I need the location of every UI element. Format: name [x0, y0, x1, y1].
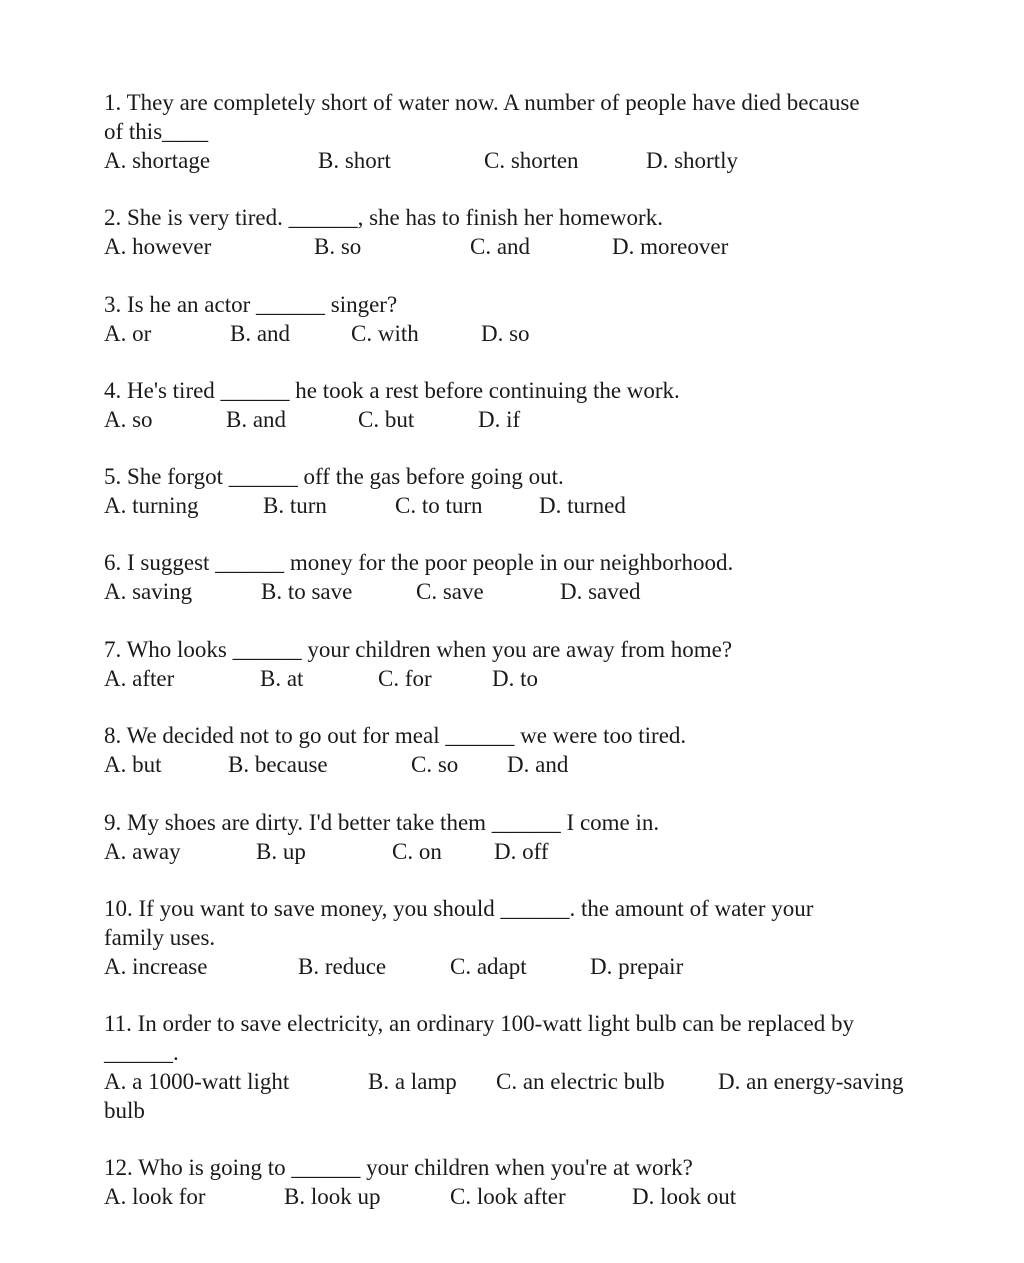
question-10 [104, 894, 944, 981]
question-1 [104, 88, 944, 175]
answer-options [104, 1182, 944, 1211]
option-d[interactable]: D. off [494, 839, 549, 864]
question-stem-line: 1. They are completely short of water now. A number of people have died because [104, 90, 860, 115]
question-stem-line: 10. If you want to save money, you should ______. the amount of water your [104, 896, 814, 921]
option-b[interactable]: B. and [230, 321, 291, 346]
question-stem-line: 12. Who is going to ______ your children when you're at work? [104, 1155, 693, 1180]
option-d[interactable]: D. and [507, 752, 569, 777]
option-b[interactable]: B. look up [284, 1184, 381, 1209]
option-a[interactable]: A. look for [104, 1184, 206, 1209]
option-d[interactable]: D. prepair [590, 954, 684, 979]
option-a[interactable]: A. so [104, 407, 153, 432]
option-d[interactable]: D. saved [560, 579, 641, 604]
option-b[interactable]: B. so [314, 234, 362, 259]
question-7 [104, 635, 944, 693]
answer-options [104, 837, 944, 866]
option-d[interactable]: D. look out [632, 1184, 737, 1209]
option-a[interactable]: A. but [104, 752, 162, 777]
option-c[interactable]: C. look after [450, 1184, 566, 1209]
answer-options [104, 664, 944, 693]
option-d[interactable]: D. an energy-saving [718, 1069, 904, 1094]
question-stem-line: of this____ [104, 119, 209, 144]
option-b[interactable]: B. because [228, 752, 328, 777]
option-a[interactable]: A. shortage [104, 148, 211, 173]
option-c[interactable]: C. so [411, 752, 459, 777]
question-2 [104, 203, 944, 261]
question-4 [104, 376, 944, 434]
option-b[interactable]: B. short [318, 148, 391, 173]
answer-options [104, 405, 944, 434]
question-11 [104, 1009, 944, 1125]
question-stem-line: 9. My shoes are dirty. I'd better take them ______ I come in. [104, 810, 660, 835]
answer-options [104, 577, 944, 606]
option-d[interactable]: D. if [478, 407, 521, 432]
option-b[interactable]: B. reduce [298, 954, 387, 979]
question-6 [104, 548, 944, 606]
answer-options [104, 146, 944, 175]
option-c[interactable]: C. but [358, 407, 415, 432]
question-stem-line: 2. She is very tired. ______, she has to finish her homework. [104, 205, 663, 230]
answer-options [104, 952, 944, 981]
question-stem-line: 8. We decided not to go out for meal ______ we were too tired. [104, 723, 687, 748]
option-c[interactable]: C. on [392, 839, 442, 864]
option-a[interactable]: A. a 1000-watt light bulb [104, 1069, 290, 1123]
question-stem-line: 7. Who looks ______ your children when you are away from home? [104, 637, 733, 662]
option-a[interactable]: A. however [104, 234, 212, 259]
option-d[interactable]: D. so [481, 321, 530, 346]
option-b[interactable]: B. up [256, 839, 306, 864]
question-stem-line: 4. He's tired ______ he took a rest before continuing the work. [104, 378, 680, 403]
question-3 [104, 290, 944, 348]
option-c[interactable]: C. to turn [395, 493, 483, 518]
option-d[interactable]: D. to [492, 666, 538, 691]
option-a[interactable]: A. away [104, 839, 181, 864]
question-stem-line: 11. In order to save electricity, an ordinary 100-watt light bulb can be replaced by [104, 1011, 854, 1036]
option-c[interactable]: C. an electric bulb [496, 1069, 665, 1094]
option-c[interactable]: C. for [378, 666, 432, 691]
option-b[interactable]: B. a lamp [368, 1069, 457, 1094]
option-c[interactable]: C. with [351, 321, 419, 346]
option-b[interactable]: B. to save [261, 579, 353, 604]
answer-options [104, 319, 944, 348]
question-12 [104, 1153, 944, 1211]
option-c[interactable]: C. save [416, 579, 484, 604]
answer-options [104, 491, 944, 520]
answer-options [104, 1067, 944, 1125]
option-d[interactable]: D. turned [539, 493, 626, 518]
question-stem-line: ______. [104, 1040, 179, 1065]
question-stem-line: 5. She forgot ______ off the gas before going out. [104, 464, 564, 489]
option-b[interactable]: B. turn [263, 493, 327, 518]
option-a[interactable]: A. after [104, 666, 175, 691]
option-a[interactable]: A. saving [104, 579, 193, 604]
question-stem-line: 3. Is he an actor ______ singer? [104, 292, 398, 317]
option-b[interactable]: B. at [260, 666, 304, 691]
question-stem-line: 6. I suggest ______ money for the poor people in our neighborhood. [104, 550, 734, 575]
question-5 [104, 462, 944, 520]
option-c[interactable]: C. and [470, 234, 531, 259]
option-d[interactable]: D. moreover [612, 234, 729, 259]
option-a[interactable]: A. or [104, 321, 152, 346]
question-stem-line: family uses. [104, 925, 216, 950]
answer-options [104, 232, 944, 261]
question-9 [104, 808, 944, 866]
option-d[interactable]: D. shortly [646, 148, 738, 173]
option-a[interactable]: A. turning [104, 493, 199, 518]
option-b[interactable]: B. and [226, 407, 287, 432]
option-c[interactable]: C. shorten [484, 148, 579, 173]
option-a[interactable]: A. increase [104, 954, 208, 979]
answer-options [104, 750, 944, 779]
option-c[interactable]: C. adapt [450, 954, 527, 979]
question-8 [104, 721, 944, 779]
